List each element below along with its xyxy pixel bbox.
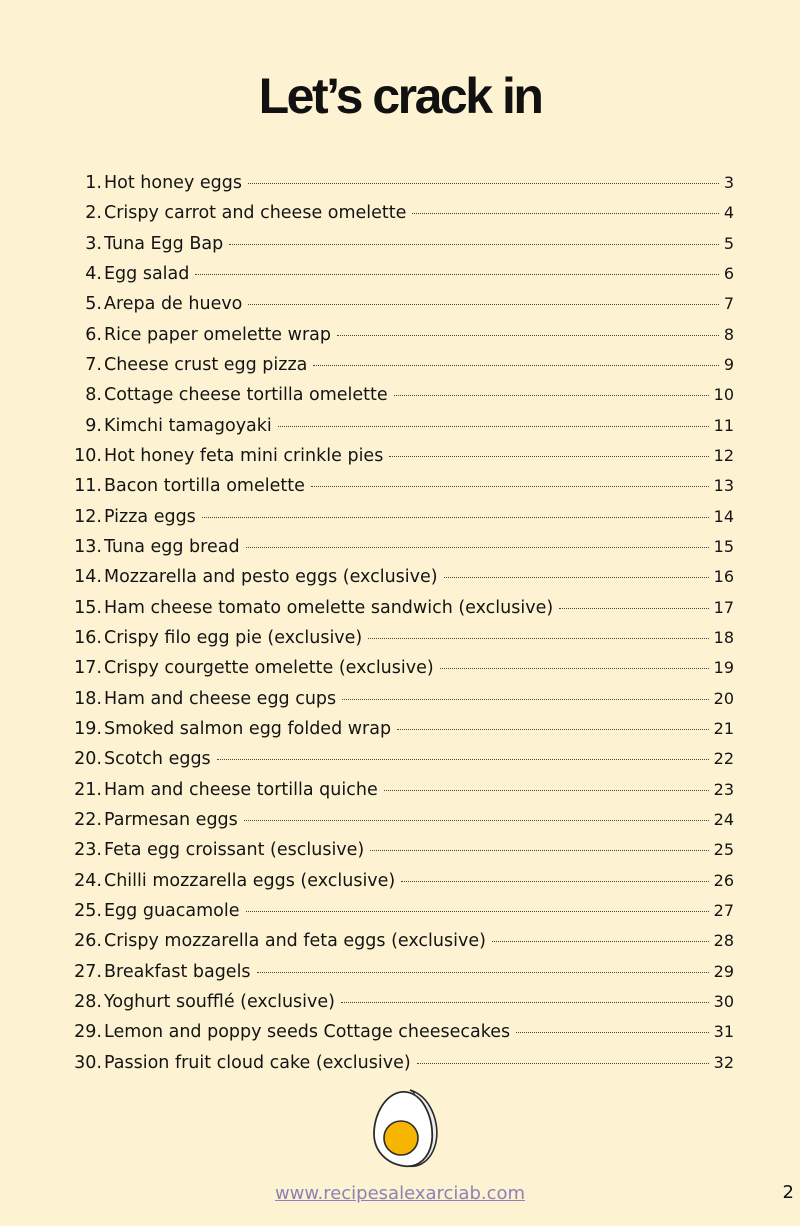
toc-entry-number: 13.: [74, 536, 102, 557]
toc-entry[interactable]: [0, 714, 800, 744]
toc-entry-title: Kimchi tamagoyaki: [104, 415, 272, 436]
toc-entry-line: [104, 532, 734, 562]
toc-entry-line: [104, 684, 734, 714]
boiled-egg-icon: [370, 1086, 442, 1170]
toc-entry-title: Hot honey feta mini crinkle pies: [104, 445, 384, 466]
toc-entry-page: 31: [713, 1022, 734, 1042]
toc-entry-line: [104, 714, 734, 744]
toc-dot-leader: [389, 456, 708, 457]
toc-entry-title: Egg salad: [104, 263, 190, 284]
toc-entry-page: 15: [713, 536, 734, 556]
toc-entry-number: 17.: [74, 658, 102, 679]
toc-entry[interactable]: [0, 502, 800, 532]
toc-entry[interactable]: [0, 593, 800, 623]
toc-dot-leader: [516, 1032, 708, 1033]
toc-entry[interactable]: [0, 411, 800, 441]
toc-entry-line: [104, 502, 734, 532]
toc-entry-page: 8: [723, 324, 734, 344]
toc-entry-title: Feta egg croissant (esclusive): [104, 840, 365, 861]
toc-entry-title: Ham cheese tomato omelette sandwich (exclusive): [104, 597, 554, 618]
toc-entry-title: Chilli mozzarella eggs (exclusive): [104, 870, 396, 891]
toc-dot-leader: [337, 335, 719, 336]
toc-dot-leader: [248, 183, 719, 184]
toc-dot-leader: [559, 608, 708, 609]
toc-entry[interactable]: [0, 1017, 800, 1047]
toc-entry-page: 20: [713, 688, 734, 708]
toc-entry-line: [104, 744, 734, 774]
toc-dot-leader: [278, 426, 709, 427]
toc-entry-number: 16.: [74, 627, 102, 648]
toc-entry-line: [104, 1048, 734, 1078]
toc-entry-number: 21.: [74, 779, 102, 800]
toc-entry-title: Passion fruit cloud cake (exclusive): [104, 1052, 411, 1073]
toc-entry-line: [104, 653, 734, 683]
toc-dot-leader: [440, 668, 709, 669]
toc-entry-line: [104, 320, 734, 350]
toc-entry-number: 27.: [74, 961, 102, 982]
toc-entry-page: 10: [713, 385, 734, 405]
toc-entry[interactable]: [0, 259, 800, 289]
toc-entry-line: [104, 350, 734, 380]
toc-entry[interactable]: [0, 775, 800, 805]
toc-entry-page: 14: [713, 506, 734, 526]
toc-entry[interactable]: [0, 957, 800, 987]
toc-entry-number: 6.: [85, 324, 102, 345]
toc-entry-number: 3.: [85, 233, 102, 254]
toc-entry-line: [104, 562, 734, 592]
toc-entry-line: [104, 289, 734, 319]
toc-entry-page: 29: [713, 961, 734, 981]
toc-entry-number: 20.: [74, 749, 102, 770]
toc-dot-leader: [229, 244, 719, 245]
toc-entry-title: Mozzarella and pesto eggs (exclusive): [104, 567, 438, 588]
toc-dot-leader: [444, 577, 709, 578]
toc-entry-title: Scotch eggs: [104, 749, 211, 770]
toc-entry-page: 3: [723, 173, 734, 192]
toc-entry-page: 16: [713, 567, 734, 587]
toc-entry[interactable]: [0, 987, 800, 1017]
toc-entry-page: 9: [723, 354, 734, 374]
toc-entry-title: Cheese crust egg pizza: [104, 354, 308, 375]
egg-yolk: [384, 1121, 418, 1155]
toc-entry-title: Lemon and poppy seeds Cottage cheesecakes: [104, 1022, 511, 1043]
toc-entry-number: 4.: [85, 263, 102, 284]
toc-entry-page: 27: [713, 900, 734, 920]
toc-entry-line: [104, 957, 734, 987]
toc-entry-number: 19.: [74, 718, 102, 739]
toc-entry-title: Bacon tortilla omelette: [104, 476, 305, 497]
toc-entry-title: Crispy filo egg pie (exclusive): [104, 627, 363, 648]
toc-entry[interactable]: [0, 320, 800, 350]
toc-entry-page: 7: [723, 294, 734, 314]
toc-entry-line: [104, 835, 734, 865]
toc-entry-number: 11.: [74, 476, 102, 497]
toc-entry-line: [104, 775, 734, 805]
toc-dot-leader: [341, 1002, 709, 1003]
toc-entry-line: [104, 593, 734, 623]
toc-entry-page: 12: [713, 445, 734, 465]
toc-entry-number: 5.: [85, 294, 102, 315]
toc-entry-title: Yoghurt soufflé (exclusive): [104, 991, 335, 1012]
toc-dot-leader: [246, 547, 709, 548]
toc-entry-line: [104, 471, 734, 501]
toc-entry-title: Egg guacamole: [104, 900, 240, 921]
toc-entry-line: [104, 168, 734, 198]
toc-entry-page: 24: [713, 809, 734, 829]
toc-entry-line: [104, 380, 734, 410]
toc-entry-number: 24.: [74, 870, 102, 891]
toc-entry-title: Tuna Egg Bap: [104, 233, 224, 254]
toc-entry[interactable]: [0, 441, 800, 471]
toc-entry-number: 10.: [74, 445, 102, 466]
toc-entry-number: 1.: [85, 173, 102, 193]
toc-entry[interactable]: [0, 684, 800, 714]
toc-entry-title: Pizza eggs: [104, 506, 196, 527]
toc-entry-title: Tuna egg bread: [104, 536, 240, 557]
toc-entry[interactable]: [0, 562, 800, 592]
toc-entry[interactable]: [0, 896, 800, 926]
boiled-egg-illustration: [370, 1086, 442, 1170]
toc-entry-number: 12.: [74, 506, 102, 527]
toc-entry-title: Cottage cheese tortilla omelette: [104, 385, 388, 406]
toc-entry[interactable]: [0, 380, 800, 410]
toc-entry-number: 7.: [85, 354, 102, 375]
toc-entry[interactable]: [0, 866, 800, 896]
toc-entry-number: 18.: [74, 688, 102, 709]
toc-entry-line: [104, 1017, 734, 1047]
toc-entry-title: Crispy carrot and cheese omelette: [104, 203, 407, 224]
toc-entry[interactable]: [0, 805, 800, 835]
toc-dot-leader: [202, 517, 709, 518]
toc-entry[interactable]: [0, 198, 800, 228]
toc-entry-number: 2.: [85, 203, 102, 224]
toc-dot-leader: [342, 699, 708, 700]
toc-dot-leader: [257, 972, 709, 973]
toc-entry-number: 29.: [74, 1022, 102, 1043]
toc-dot-leader: [412, 213, 718, 214]
toc-dot-leader: [195, 274, 718, 275]
toc-entry-page: 22: [713, 749, 734, 769]
page-number: 2: [782, 1182, 794, 1203]
toc-entry-number: 28.: [74, 991, 102, 1012]
toc-entry-page: 26: [713, 870, 734, 890]
toc-entry-number: 14.: [74, 567, 102, 588]
toc-entry-page: 11: [713, 415, 734, 435]
toc-entry-title: Parmesan eggs: [104, 809, 238, 830]
toc-entry[interactable]: [0, 835, 800, 865]
toc-entry[interactable]: [0, 653, 800, 683]
toc-entry-page: 23: [713, 779, 734, 799]
toc-dot-leader: [248, 304, 718, 305]
toc-entry-page: 19: [713, 658, 734, 678]
toc-entry-number: 30.: [74, 1052, 102, 1073]
toc-dot-leader: [401, 881, 708, 882]
toc-entry[interactable]: [0, 229, 800, 259]
toc-entry-title: Arepa de huevo: [104, 294, 243, 315]
table-of-contents: [0, 168, 800, 1078]
toc-entry-number: 26.: [74, 931, 102, 952]
toc-entry-title: Smoked salmon egg folded wrap: [104, 718, 392, 739]
toc-entry-page: 32: [713, 1052, 734, 1072]
toc-entry-page: 4: [723, 203, 734, 223]
toc-entry[interactable]: [0, 289, 800, 319]
toc-entry-line: [104, 229, 734, 259]
toc-entry-page: 13: [713, 476, 734, 496]
toc-entry[interactable]: [0, 350, 800, 380]
toc-entry-number: 25.: [74, 900, 102, 921]
toc-entry-title: Hot honey eggs: [104, 173, 242, 193]
toc-entry-page: 21: [713, 718, 734, 738]
toc-dot-leader: [370, 850, 708, 851]
toc-entry-number: 8.: [85, 385, 102, 406]
toc-dot-leader: [394, 395, 709, 396]
toc-dot-leader: [397, 729, 709, 730]
toc-entry-title: Crispy courgette omelette (exclusive): [104, 658, 434, 679]
toc-entry-title: Rice paper omelette wrap: [104, 324, 331, 345]
website-link[interactable]: www.recipesalexarciab.com: [274, 1183, 526, 1204]
toc-entry-title: Crispy mozzarella and feta eggs (exclusive): [104, 931, 486, 952]
toc-entry-line: [104, 441, 734, 471]
toc-entry-number: 22.: [74, 809, 102, 830]
toc-entry[interactable]: [0, 623, 800, 653]
toc-entry-title: Breakfast bagels: [104, 961, 251, 982]
toc-dot-leader: [492, 941, 709, 942]
toc-entry-line: [104, 805, 734, 835]
toc-entry-line: [104, 896, 734, 926]
toc-entry-number: 9.: [85, 415, 102, 436]
toc-dot-leader: [417, 1063, 709, 1064]
toc-dot-leader: [368, 638, 708, 639]
toc-dot-leader: [313, 365, 718, 366]
toc-dot-leader: [246, 911, 709, 912]
toc-entry-page: 5: [723, 233, 734, 253]
toc-entry-number: 15.: [74, 597, 102, 618]
toc-entry-page: 17: [713, 597, 734, 617]
toc-entry-line: [104, 411, 734, 441]
toc-entry-line: [104, 259, 734, 289]
toc-entry[interactable]: [0, 168, 800, 198]
toc-entry-page: 18: [713, 627, 734, 647]
toc-entry[interactable]: [0, 471, 800, 501]
toc-entry-line: [104, 987, 734, 1017]
toc-dot-leader: [244, 820, 709, 821]
toc-entry-page: 30: [713, 991, 734, 1011]
toc-entry-line: [104, 198, 734, 228]
toc-entry-page: 28: [713, 931, 734, 951]
toc-entry-title: Ham and cheese egg cups: [104, 688, 337, 709]
toc-entry[interactable]: [0, 744, 800, 774]
toc-entry-line: [104, 866, 734, 896]
toc-entry[interactable]: [0, 1048, 800, 1078]
toc-entry-page: 25: [713, 840, 734, 860]
toc-entry-number: 23.: [74, 840, 102, 861]
toc-dot-leader: [384, 790, 709, 791]
toc-dot-leader: [311, 486, 709, 487]
toc-dot-leader: [217, 759, 709, 760]
toc-entry-title: Ham and cheese tortilla quiche: [104, 779, 378, 800]
page-title: Let’s crack in: [258, 68, 542, 124]
toc-entry-page: 6: [723, 263, 734, 283]
toc-entry[interactable]: [0, 532, 800, 562]
toc-entry[interactable]: [0, 926, 800, 956]
toc-entry-line: [104, 926, 734, 956]
toc-entry-line: [104, 623, 734, 653]
